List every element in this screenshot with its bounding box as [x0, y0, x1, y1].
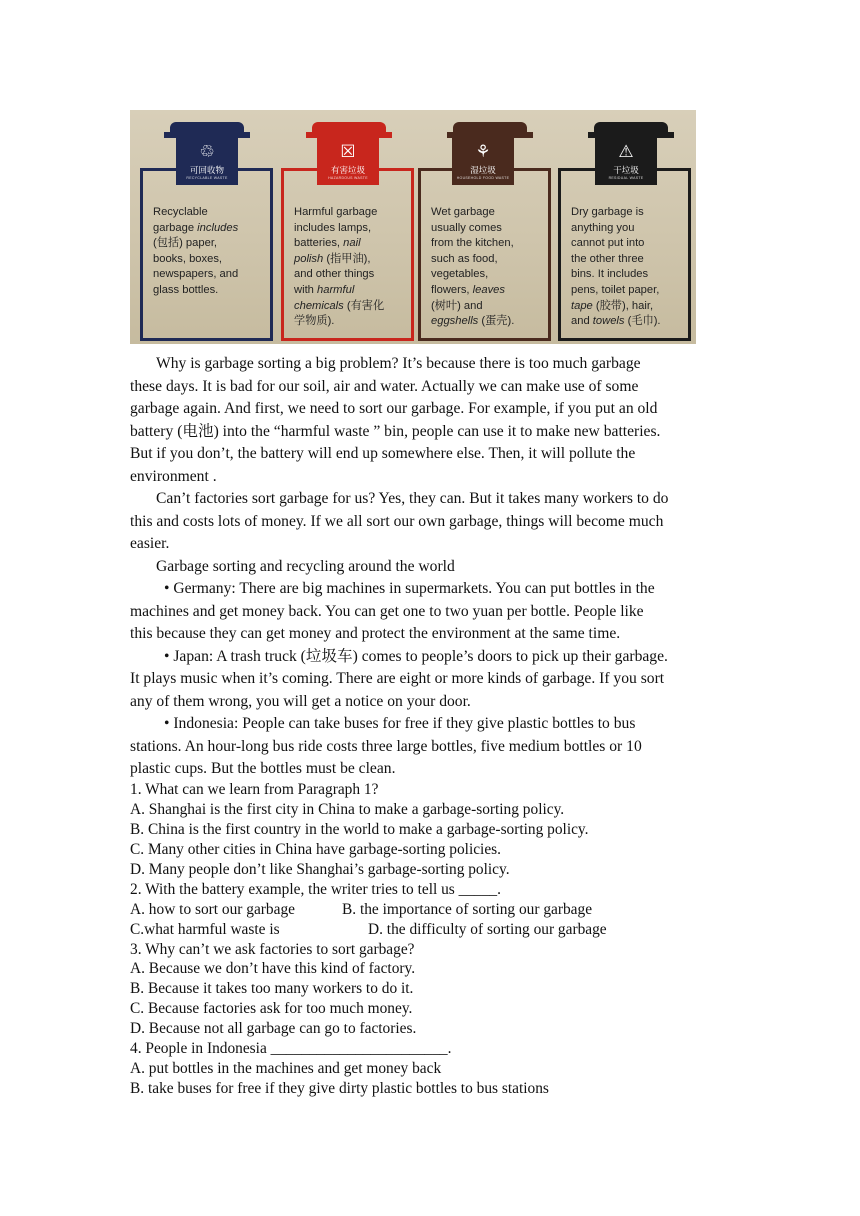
passage-line: stations. An hour-long bus ride costs three large bottles, five medium bottles or 10	[130, 738, 642, 755]
question-stem: 4. People in Indonesia _______________________.	[130, 1040, 452, 1057]
passage-line: plastic cups. But the bottles must be clean.	[130, 760, 396, 777]
dry-bin	[558, 168, 691, 341]
answer-option: A. how to sort our garbage	[130, 901, 295, 918]
question-stem: 2. With the battery example, the writer tries to tell us _____.	[130, 881, 501, 898]
answer-option: D. Many people don’t like Shanghai’s garbage-sorting policy.	[130, 861, 510, 878]
passage-line: Can’t factories sort garbage for us? Yes, they can. But it takes many workers to do	[156, 490, 669, 507]
bin-label-box: ♲ 可回收物 RECYCLABLE WASTE	[176, 137, 238, 185]
bin-description: Harmful garbage includes lamps, batteries, nail polish (指甲油), and other things with harmful chemicals (有害化 学物质).	[294, 206, 385, 328]
passage-line: this and costs lots of money. If we all sort our own garbage, things will become much	[130, 513, 664, 530]
recycle-icon: ♲	[199, 142, 215, 161]
answer-option: C. Many other cities in China have garbage-sorting policies.	[130, 841, 501, 858]
passage-line: It plays music when it’s coming. There are eight or more kinds of garbage. If you sort	[130, 670, 665, 687]
answer-option: D. the difficulty of sorting our garbage	[368, 921, 607, 938]
bin-label-box: ☒ 有害垃圾 HAZARDOUS WASTE	[317, 137, 379, 185]
answer-option: D. Because not all garbage can go to factories.	[130, 1020, 417, 1037]
hazard-icon: ☒	[340, 142, 356, 161]
residual-waste-icon: ⚠	[618, 142, 634, 161]
passage-line: Why is garbage sorting a big problem? It’s because there is too much garbage	[156, 355, 641, 372]
garbage-bins-illustration	[130, 110, 696, 344]
passage-line: any of them wrong, you will get a notice on your door.	[130, 693, 471, 710]
bin-label-box: ⚘ 湿垃圾 HOUSEHOLD FOOD WASTE	[452, 137, 514, 185]
passage-line: • Germany: There are big machines in supermarkets. You can put bottles in the	[164, 580, 655, 597]
passage-line: easier.	[130, 535, 170, 552]
answer-option: B. Because it takes too many workers to do it.	[130, 980, 414, 997]
passage-line: But if you don’t, the battery will end up somewhere else. Then, it will pollute the	[130, 445, 636, 462]
answer-option: B. the importance of sorting our garbage	[342, 901, 593, 918]
question-stem: 3. Why can’t we ask factories to sort garbage?	[130, 941, 415, 958]
bin-lid	[453, 122, 527, 132]
bin-lid	[594, 122, 668, 132]
answer-option: A. Shanghai is the first city in China to make a garbage-sorting policy.	[130, 801, 565, 818]
passage-line: • Japan: A trash truck (垃圾车) comes to people’s doors to pick up their garbage.	[164, 648, 668, 665]
bin-description: Dry garbage is anything you cannot put into the other three bins. It includes pens, toilet paper, tape (胶带), hair, and towels (毛巾).	[571, 206, 661, 328]
answer-option: C.what harmful waste is	[130, 921, 280, 938]
food-waste-icon: ⚘	[475, 142, 491, 161]
passage-line: • Indonesia: People can take buses for free if they give plastic bottles to bus	[164, 715, 636, 732]
bin-description: Recyclable garbage includes (包括) paper, books, boxes, newspapers, and glass bottles.	[153, 206, 239, 296]
bin-label-box: ⚠ 干垃圾 RESIDUAL WASTE	[595, 137, 657, 185]
recyclable-bin	[140, 168, 273, 341]
passage-line: garbage again. And first, we need to sort our garbage. For example, if you put an old	[130, 400, 658, 417]
answer-option: B. China is the first country in the world to make a garbage-sorting policy.	[130, 821, 589, 838]
passage-line: battery (电池) into the “harmful waste ” bin, people can use it to make new batteries.	[130, 423, 661, 440]
question-stem: 1. What can we learn from Paragraph 1?	[130, 781, 379, 798]
bin-lid	[312, 122, 386, 132]
section-heading: Garbage sorting and recycling around the world	[156, 558, 455, 575]
answer-option: B. take buses for free if they give dirty plastic bottles to bus stations	[130, 1080, 549, 1097]
harmful-bin	[281, 168, 414, 341]
passage-line: these days. It is bad for our soil, air and water. Actually we can make use of some	[130, 378, 639, 395]
bin-lid	[170, 122, 244, 132]
bin-description: Wet garbage usually comes from the kitchen, such as food, vegetables, flowers, leaves (树叶) and eggshells (蛋壳).	[431, 206, 515, 328]
answer-option: A. Because we don’t have this kind of factory.	[130, 960, 416, 977]
answer-option: A. put bottles in the machines and get money back	[130, 1060, 442, 1077]
wet-bin	[418, 168, 551, 341]
answer-option: C. Because factories ask for too much money.	[130, 1000, 413, 1017]
passage-line: environment .	[130, 468, 217, 485]
passage-line: machines and get money back. You can get one to two yuan per bottle. People like	[130, 603, 644, 620]
passage-line: this because they can get money and protect the environment at the same time.	[130, 625, 621, 642]
